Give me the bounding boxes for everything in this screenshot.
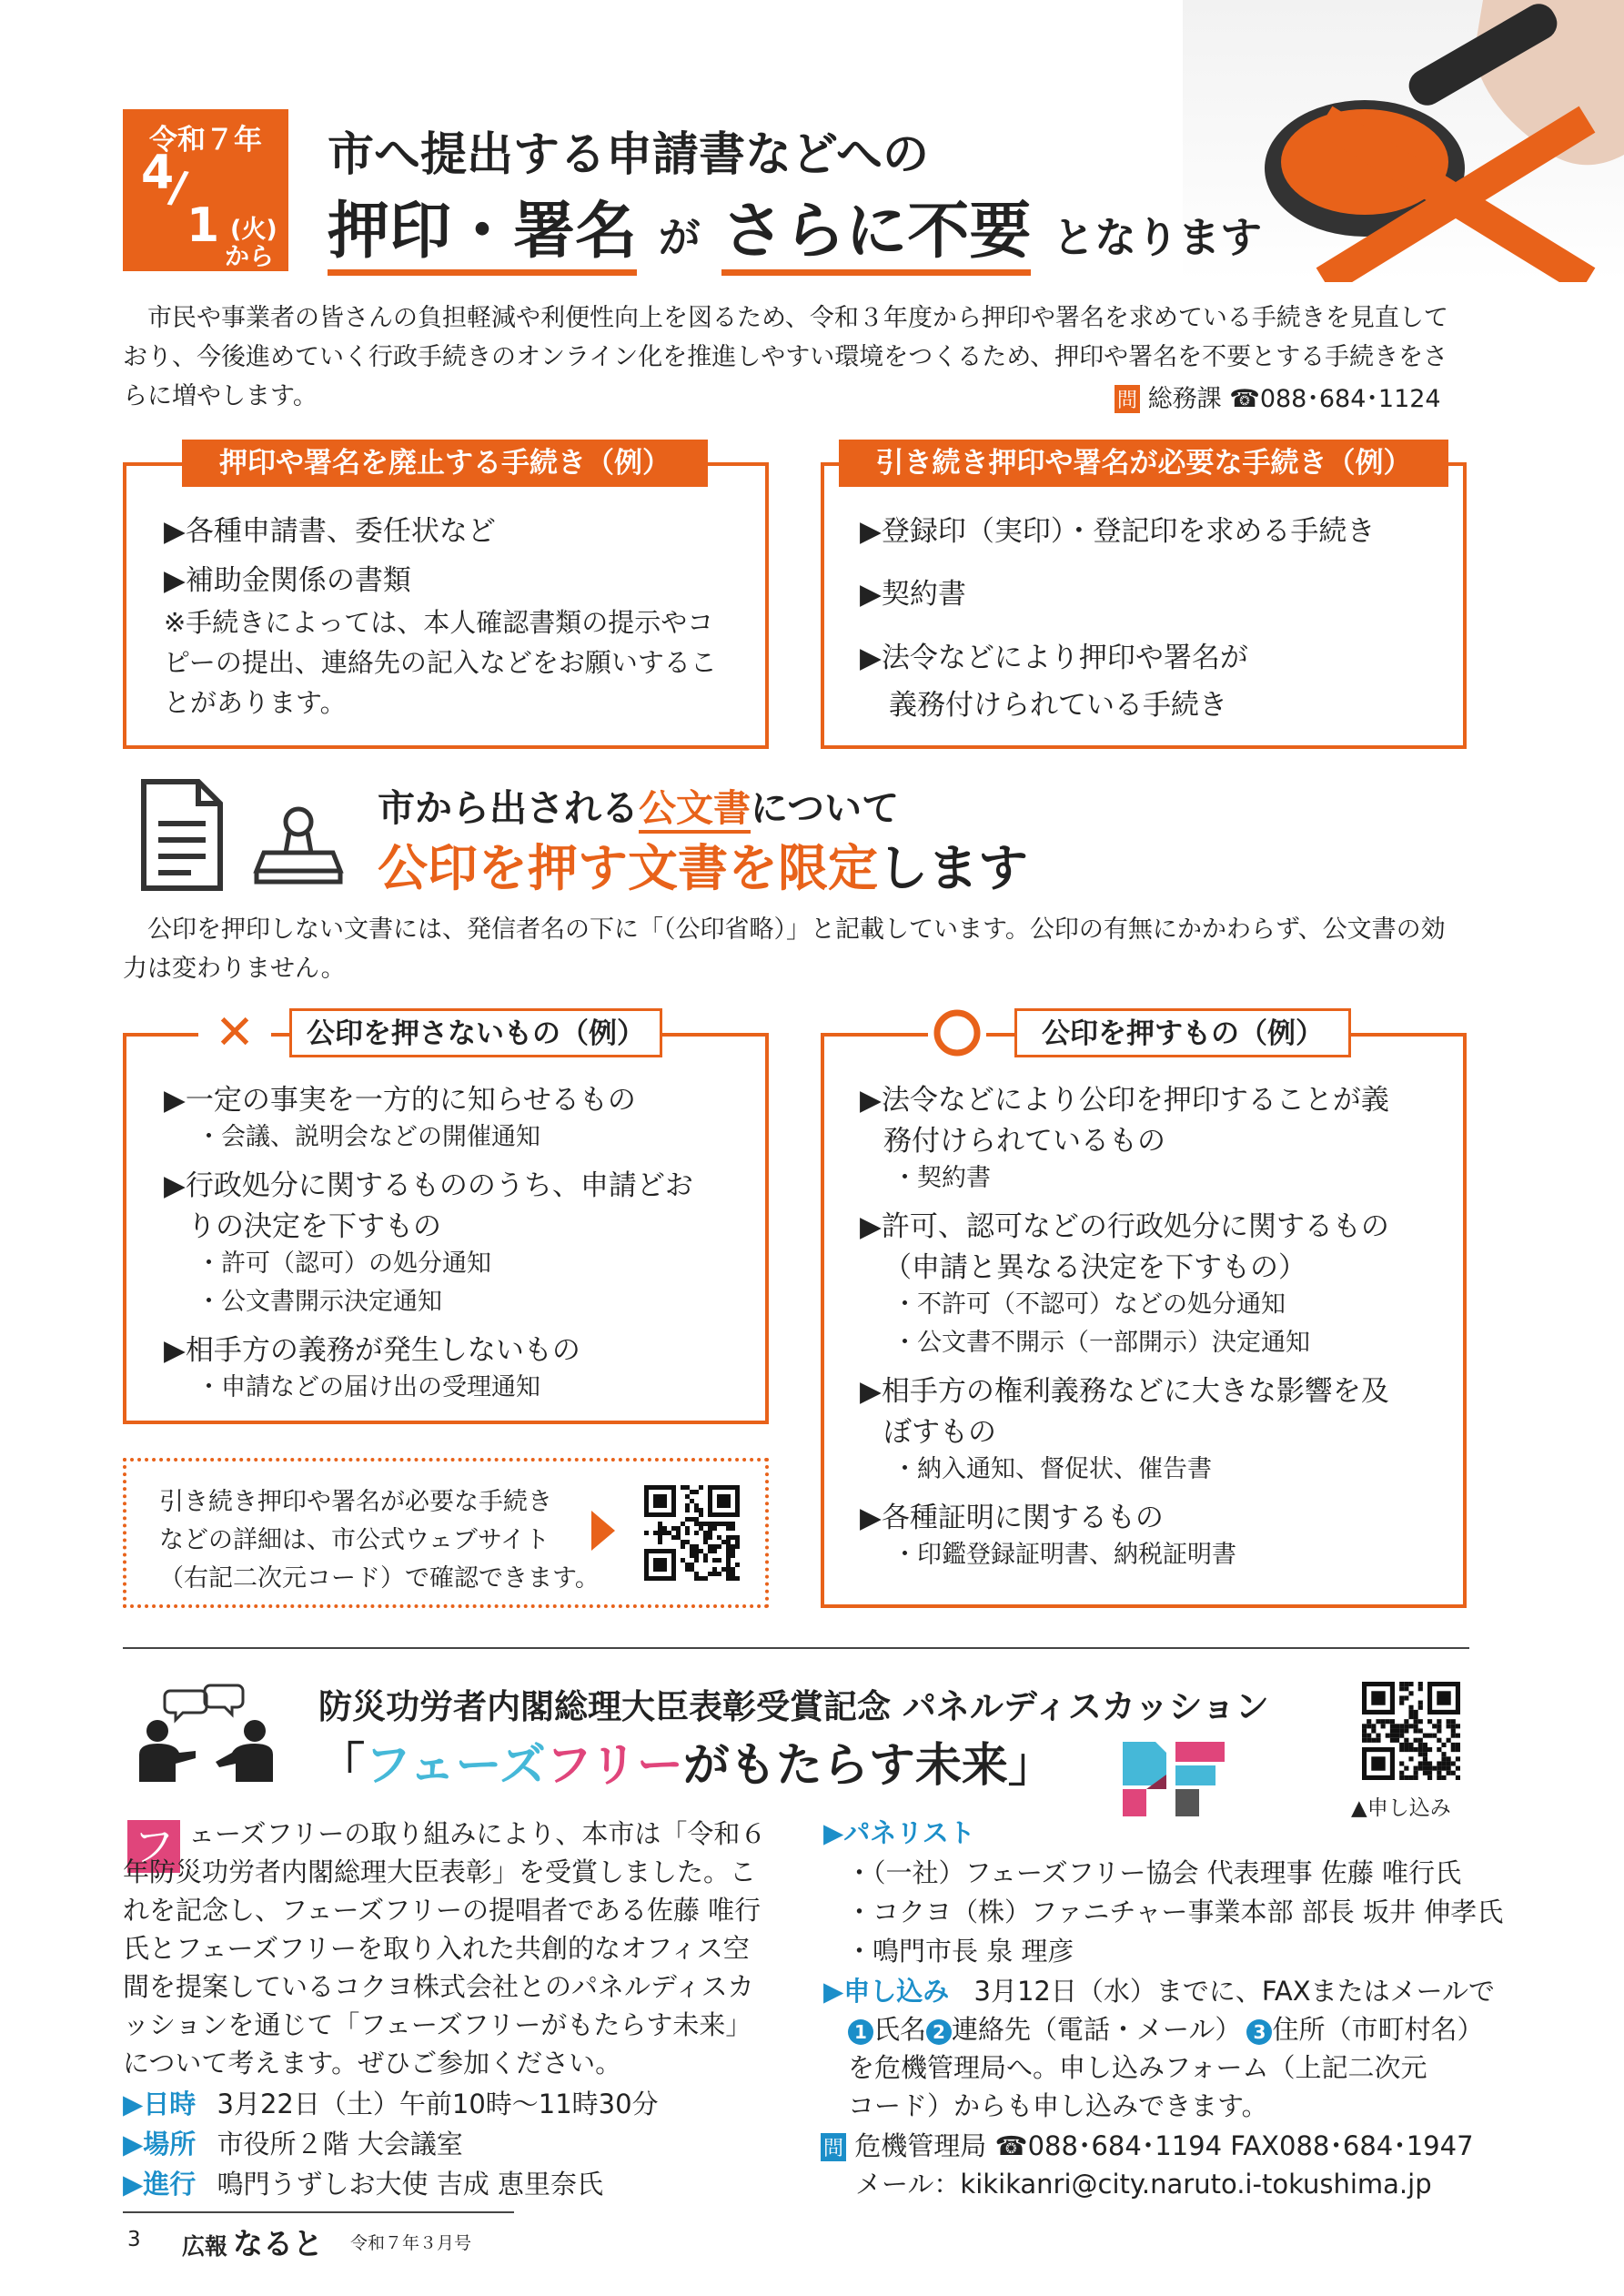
discussion-people-icon <box>123 1684 287 1784</box>
seal-line-4: ▶許可、認可などの行政処分に関するもの <box>860 1210 1389 1243</box>
section-divider <box>123 1647 1469 1649</box>
circle-mark-icon <box>928 1006 986 1059</box>
intro-paragraph: 市民や事業者の皆さんの負担軽減や利便性向上を図るため、令和３年度から押印や署名を求めている手続きを見直しており、今後進めていく行政手続きのオンライン化を推進しやすい環境をつくるため、押印や署名を不要とする手続きをさらに増やします。 <box>123 304 1448 410</box>
seal-line-6: ・不許可（不認可）などの処分通知 <box>893 1290 1286 1319</box>
date-value: 3月22日（土）午前10時〜11時30分 <box>217 2089 659 2119</box>
abolish-box-title: 押印や署名を廃止する手続き（例） <box>182 440 708 487</box>
apply-line-1 <box>823 1971 1495 2008</box>
place-value: 市役所２階 大会議室 <box>217 2129 463 2159</box>
web-note-line-2: などの詳細は、市公式ウェブサイト <box>159 1526 550 1554</box>
required-item-2: ▶契約書 <box>860 578 966 611</box>
pub-name-a: 広報 <box>182 2233 228 2260</box>
apply-text-1: 3月12日（水）までに、FAXまたはメールで <box>973 1976 1496 2007</box>
web-note-line-3: （右記二次元コード）で確認できます。 <box>159 1564 600 1593</box>
qr-code-website[interactable] <box>644 1485 740 1581</box>
seal-box-title: 公印を押すもの（例） <box>1014 1008 1351 1057</box>
no-seal-line-7: ▶相手方の義務が発生しないもの <box>164 1334 580 1367</box>
mc-value: 鳴門うずしお大使 吉成 恵里奈氏 <box>217 2169 603 2200</box>
web-note-line-1: 引き続き押印や署名が必要な手続き <box>159 1488 552 1516</box>
drop-cap: フ <box>127 1820 180 1873</box>
panel-date <box>123 2084 659 2121</box>
pub-name-b: なると <box>233 2226 324 2261</box>
date-badge <box>123 109 288 271</box>
required-item-3: ▶法令などにより押印や署名が <box>860 642 1248 674</box>
no-seal-line-8: ・申請などの届け出の受理通知 <box>197 1373 540 1401</box>
apply-field-1: 氏名 <box>873 2014 927 2045</box>
place-label: ▶場所 <box>123 2129 197 2159</box>
panel-head2-rest: がもたらす未来」 <box>682 1739 1054 1793</box>
panel-mail[interactable]: メール：kikikanri@city.naruto.i-tokushima.jp <box>855 2169 1432 2200</box>
panelist-3: ・鳴門市長 泉 理彦 <box>846 1936 1074 1967</box>
number-2-icon: 2 <box>926 2019 952 2045</box>
panelist-2: ・コクヨ（株）ファニチャー事業本部 部長 坂井 伸孝氏 <box>846 1896 1504 1927</box>
seal-head2-a: 公印を押す文書を限定 <box>378 839 879 897</box>
no-seal-line-5: ・許可（認可）の処分通知 <box>197 1249 491 1278</box>
seal-line-10: ・納入通知、督促状、催告書 <box>893 1455 1212 1483</box>
seal-line-1: ▶法令などにより公印を押印することが義 <box>860 1084 1389 1117</box>
apply-line-4: コード）からも申し込みできます。 <box>848 2090 1268 2121</box>
seal-head2-b: します <box>878 839 1029 897</box>
document-icon <box>136 778 227 892</box>
apply-field-3: 住所（市町村名） <box>1272 2014 1484 2045</box>
seal-line-12: ・印鑑登録証明書、納税証明書 <box>893 1541 1236 1569</box>
intro-contact <box>1115 379 1441 414</box>
panel-head2-phase: フェーズ <box>365 1739 546 1793</box>
panel-head2-free: フリー <box>545 1739 683 1793</box>
badge-weekday: (火) <box>230 216 277 244</box>
seal-line-7: ・公文書不開示（一部開示）決定通知 <box>893 1329 1310 1357</box>
headline-ga: が <box>658 213 701 262</box>
seal-line-5: （申請と異なる決定を下すもの） <box>883 1251 1306 1284</box>
apply-line-2 <box>848 2009 1483 2047</box>
panel-contact-text: 危機管理局 ☎088･684･1194 FAX088･684･1947 <box>854 2130 1474 2161</box>
footer-rule <box>123 2211 514 2213</box>
mc-label: ▶進行 <box>123 2169 197 2200</box>
headline-line2 <box>328 182 1262 270</box>
cross-mark-icon: ✕ <box>198 1006 271 1060</box>
seal-paragraph: 公印を押印しない文書には、発信者名の下に「（公印省略）」と記載しています。公印の有無にかかわらず、公文書の効力は変わりません。 <box>123 915 1446 983</box>
panel-heading-2 <box>318 1727 1054 1795</box>
intro-contact-text: 総務課 ☎088･684･1124 <box>1147 385 1441 413</box>
panel-head2-open: 「 <box>318 1739 366 1793</box>
date-label: ▶日時 <box>123 2089 197 2119</box>
no-seal-box-title: 公印を押さないもの（例） <box>289 1008 662 1057</box>
seal-head1-c: について <box>751 786 900 830</box>
panel-body <box>123 1815 773 2082</box>
inquiry-icon: 問 <box>1115 385 1140 413</box>
required-box-title: 引き続き押印や署名が必要な手続き（例） <box>839 440 1448 487</box>
abolish-item-1: ▶各種申請書、委任状など <box>164 515 496 548</box>
headline-line1: 市へ提出する申請書などへの <box>328 128 929 182</box>
no-seal-line-1: ▶一定の事実を一方的に知らせるもの <box>164 1084 636 1117</box>
number-3-icon: 3 <box>1246 2019 1272 2045</box>
phasefree-logo <box>1119 1738 1228 1820</box>
seal-head1-b: 公文書 <box>639 786 751 834</box>
inquiry-icon-2: 問 <box>821 2133 846 2161</box>
seal-heading-2 <box>378 828 1028 900</box>
abolish-item-2: ▶補助金関係の書類 <box>164 564 411 597</box>
badge-era: 令和７年 <box>149 124 262 157</box>
stamp-icon <box>253 805 344 887</box>
no-seal-line-2: ・会議、説明会などの開催通知 <box>197 1123 540 1151</box>
seal-line-11: ▶各種証明に関するもの <box>860 1502 1164 1534</box>
panel-contact <box>821 2126 1474 2163</box>
badge-month: 4 <box>141 146 175 200</box>
headline-seal-signature: 押印・署名 <box>328 196 637 276</box>
no-seal-line-6: ・公文書開示決定通知 <box>197 1288 442 1316</box>
seal-line-8: ▶相手方の権利義務などに大きな影響を及 <box>860 1375 1389 1408</box>
seal-head1-a: 市から出される <box>378 786 639 830</box>
seal-heading-1 <box>378 778 899 832</box>
required-item-3-cont: 義務付けられている手続き <box>889 689 1227 722</box>
abolish-note: ※手続きによっては、本人確認書類の提示やコピーの提出、連絡先の記入などをお願いすることがあります。 <box>164 607 717 718</box>
seal-line-3: ・契約書 <box>893 1164 991 1192</box>
no-seal-line-4: りの決定を下すもの <box>187 1210 441 1243</box>
apply-label: ▶申し込み <box>823 1976 950 2007</box>
number-1-icon: 1 <box>848 2019 873 2045</box>
arrow-right-icon <box>591 1511 615 1551</box>
qr-caption: ▲申し込み <box>1351 1796 1451 1820</box>
badge-from: から <box>225 243 274 271</box>
apply-field-2: 連絡先（電話・メール） <box>952 2014 1242 2045</box>
publication-name <box>182 2220 323 2263</box>
seal-line-2: 務付けられているもの <box>883 1125 1165 1158</box>
no-seal-line-3: ▶行政処分に関するもののうち、申請どお <box>164 1169 693 1202</box>
panel-place <box>123 2124 463 2161</box>
badge-day: 1 <box>187 198 220 253</box>
headline-further-unneeded: さらに不要 <box>721 196 1031 276</box>
panel-heading-1: 防災功労者内閣総理大臣表彰受賞記念 パネルディスカッション <box>318 1687 1269 1726</box>
panel-mc <box>123 2164 603 2201</box>
badge-slash: / <box>166 160 191 215</box>
apply-line-3: を危機管理局へ。申し込みフォーム（上記二次元 <box>848 2052 1427 2083</box>
headline-becomes: となります <box>1053 213 1263 262</box>
issue-label: 令和７年３月号 <box>350 2233 472 2253</box>
page-number: 3 <box>127 2228 141 2251</box>
panelist-1: ・（一社）フェーズフリー協会 代表理事 佐藤 唯行氏 <box>846 1857 1462 1888</box>
seal-line-9: ぼすもの <box>883 1416 996 1449</box>
qr-code-apply[interactable] <box>1362 1682 1460 1780</box>
panelist-label: ▶パネリスト <box>823 1817 975 1848</box>
required-item-1: ▶登録印（実印）・登記印を求める手続き <box>860 515 1376 548</box>
panel-body-text: ェーズフリーの取り組みにより、本市は「令和６年防災功労者内閣総理大臣表彰」を受賞しました。これを記念し、フェーズフリーの提唱者である佐藤 唯行氏とフェーズフリーを取り入れた共創的なオフィス空間を提案しているコクヨ株式会社とのパネルディスカッションを通じて「フェーズフリーがもたらす未来」について考えます。ぜひご参加ください。 <box>123 1818 767 2079</box>
